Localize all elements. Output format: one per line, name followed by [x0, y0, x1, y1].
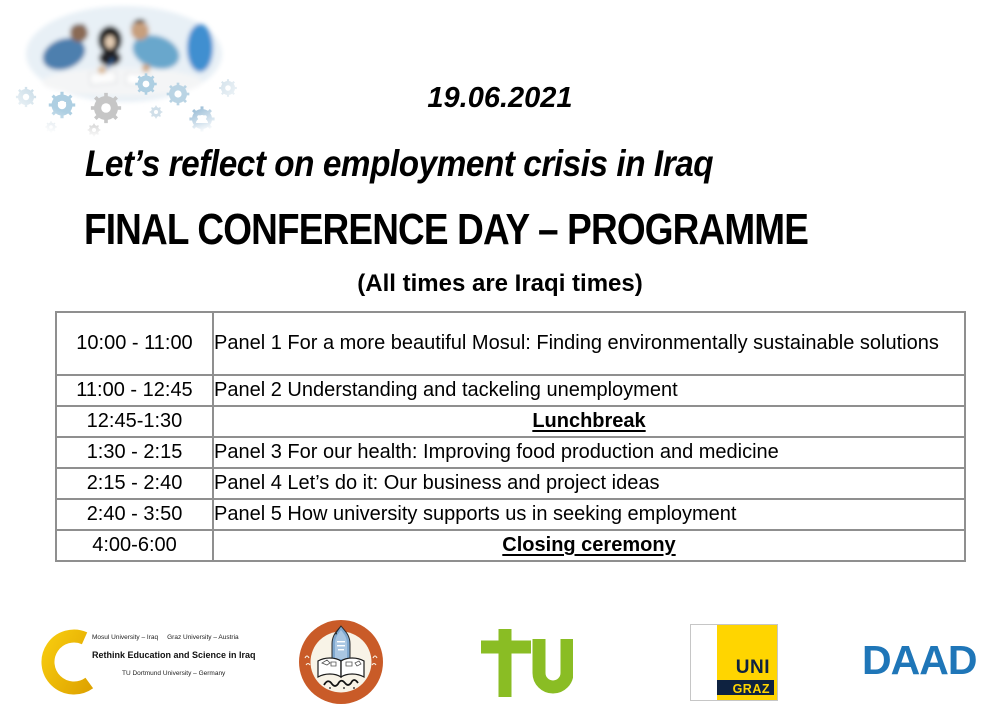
- event-cell: Panel 1 For a more beautiful Mosul: Finding environmentally sustainable solutions: [213, 312, 965, 375]
- time-cell: 12:45-1:30: [56, 406, 213, 437]
- table-row: [56, 437, 965, 468]
- table-row: [56, 499, 965, 530]
- time-cell: 4:00-6:00: [56, 530, 213, 561]
- graz-university-label: Graz University – Austria: [167, 634, 239, 641]
- table-row-lunchbreak: [56, 406, 965, 437]
- tu-wordmark-icon: [477, 627, 573, 699]
- lunchbreak-label: Lunchbreak: [532, 410, 646, 432]
- programme-table: [55, 311, 966, 562]
- table-row: [56, 312, 965, 375]
- times-note-row: [0, 270, 1000, 298]
- conference-title: Let’s reflect on employment crisis in Iraq: [85, 143, 714, 184]
- university-of-mosul-seal: [297, 618, 385, 706]
- yellow-crescent-icon: [40, 622, 96, 702]
- date-row: [0, 82, 1000, 115]
- uni-graz-graz-text: GRAZ: [732, 682, 770, 696]
- conference-date: 19.06.2021: [427, 82, 573, 114]
- resi-project-logo: [40, 620, 256, 705]
- event-cell: [213, 406, 965, 437]
- daad-logo: DAAD: [862, 637, 977, 683]
- times-note: (All times are Iraqi times): [357, 270, 643, 297]
- table-row: [56, 375, 965, 406]
- uni-graz-logo: [690, 624, 778, 701]
- time-cell: 1:30 - 2:15: [56, 437, 213, 468]
- uni-graz-navy-bar: [717, 680, 774, 695]
- event-cell: Panel 3 For our health: Improving food production and medicine: [213, 437, 965, 468]
- event-cell: Panel 2 Understanding and tackeling unemployment: [213, 375, 965, 406]
- event-cell: Panel 5 How university supports us in seeking employment: [213, 499, 965, 530]
- resi-text-block: [92, 634, 256, 677]
- uni-graz-uni-text: UNI: [735, 657, 770, 678]
- table-row-closing: [56, 530, 965, 561]
- mosul-university-label: Mosul University – Iraq: [92, 634, 159, 641]
- collage-image: [6, 2, 238, 144]
- tu-dortmund-logo: [477, 627, 573, 699]
- students-collaboration-collage: [6, 2, 238, 144]
- time-cell: 2:15 - 2:40: [56, 468, 213, 499]
- resi-project-name: Rethink Education and Science in Iraq: [92, 650, 256, 660]
- closing-ceremony-label: Closing ceremony: [502, 534, 676, 556]
- event-cell: [213, 530, 965, 561]
- time-cell: 2:40 - 3:50: [56, 499, 213, 530]
- resi-partners-top: [92, 634, 239, 641]
- event-cell: Panel 4 Let’s do it: Our business and project ideas: [213, 468, 965, 499]
- time-cell: 10:00 - 11:00: [56, 312, 213, 375]
- tu-dortmund-partner-label: TU Dortmund University – Germany: [122, 670, 226, 677]
- time-cell: 11:00 - 12:45: [56, 375, 213, 406]
- programme-heading: FINAL CONFERENCE DAY – PROGRAMME: [84, 205, 809, 254]
- mosul-seal-icon: [297, 618, 385, 706]
- table-row: [56, 468, 965, 499]
